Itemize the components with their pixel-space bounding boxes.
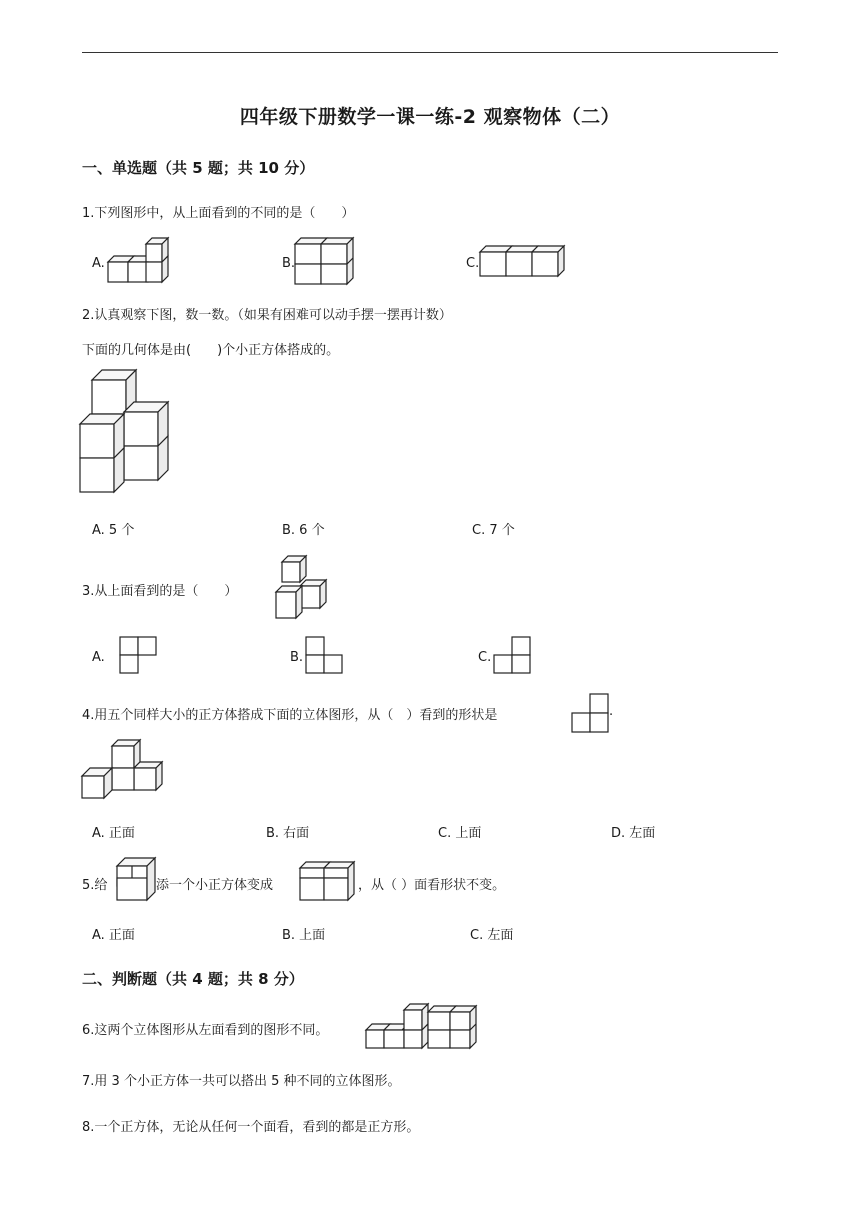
q1-option-a-label[interactable]: A. — [92, 256, 105, 271]
q3-option-a-figure — [120, 637, 160, 677]
q5-option-a[interactable]: A. 正面 — [92, 928, 135, 943]
q4-option-b[interactable]: B. 右面 — [266, 826, 310, 841]
q1-option-c-figure — [480, 246, 570, 280]
header-rule — [82, 52, 778, 53]
q1-option-b-figure — [295, 238, 357, 286]
q4-cube-figure — [82, 738, 166, 802]
section-heading-single-choice: 一、单选题（共 5 题；共 10 分） — [82, 159, 315, 177]
question-6-text: 6.这两个立体图形从左面看到的图形不同。 — [82, 1023, 329, 1038]
question-5-prefix: 5.给 — [82, 878, 108, 893]
q2-option-c[interactable]: C. 7 个 — [472, 523, 515, 538]
q5-before-figure — [115, 858, 159, 904]
q3-option-b-figure — [306, 637, 346, 677]
question-4-end: . — [609, 704, 614, 719]
question-5-middle: 添一个小正方体变成 — [156, 878, 274, 893]
q1-option-b-label[interactable]: B. — [282, 256, 296, 271]
q5-after-figure — [298, 860, 360, 904]
question-4-text: 4.用五个同样大小的正方体搭成下面的立体图形，从（ ）看到的形状是 — [82, 708, 498, 723]
question-5-suffix: ，从（ ）面看形状不变。 — [358, 878, 506, 893]
question-7-text: 7.用 3 个小正方体一共可以搭出 5 种不同的立体图形。 — [82, 1074, 401, 1089]
q1-option-a-figure — [108, 238, 170, 286]
q4-option-a[interactable]: A. 正面 — [92, 826, 135, 841]
q1-option-c-label[interactable]: C. — [466, 256, 480, 271]
q3-option-b-label[interactable]: B. — [290, 650, 304, 665]
question-8-text: 8.一个正方体，无论从任何一个面看，看到的都是正方形。 — [82, 1120, 420, 1135]
q3-option-c-figure — [494, 637, 534, 677]
question-1-text: 1.下列图形中，从上面看到的不同的是（ ） — [82, 206, 355, 221]
question-3-text: 3.从上面看到的是（ ） — [82, 584, 238, 599]
q6-two-figures — [366, 1004, 478, 1052]
question-2-text: 2.认真观察下图，数一数。（如果有困难可以动手摆一摆再计数） — [82, 308, 452, 323]
q3-option-a-label[interactable]: A. — [92, 650, 105, 665]
question-2-subtext: 下面的几何体是由( )个小正方体搭成的。 — [82, 343, 340, 358]
section-heading-true-false: 二、判断题（共 4 题；共 8 分） — [82, 970, 304, 988]
q3-option-c-label[interactable]: C. — [478, 650, 492, 665]
page-title: 四年级下册数学一课一练-2 观察物体（二） — [239, 106, 621, 128]
q4-option-c[interactable]: C. 上面 — [438, 826, 482, 841]
q4-option-d[interactable]: D. 左面 — [611, 826, 656, 841]
q2-option-a[interactable]: A. 5 个 — [92, 523, 135, 538]
q5-option-b[interactable]: B. 上面 — [282, 928, 326, 943]
q2-option-b[interactable]: B. 6 个 — [282, 523, 325, 538]
q4-view-shape-figure — [572, 694, 612, 736]
q2-cube-stack-figure — [80, 368, 172, 494]
q5-option-c[interactable]: C. 左面 — [470, 928, 514, 943]
q3-cube-figure — [276, 556, 330, 622]
